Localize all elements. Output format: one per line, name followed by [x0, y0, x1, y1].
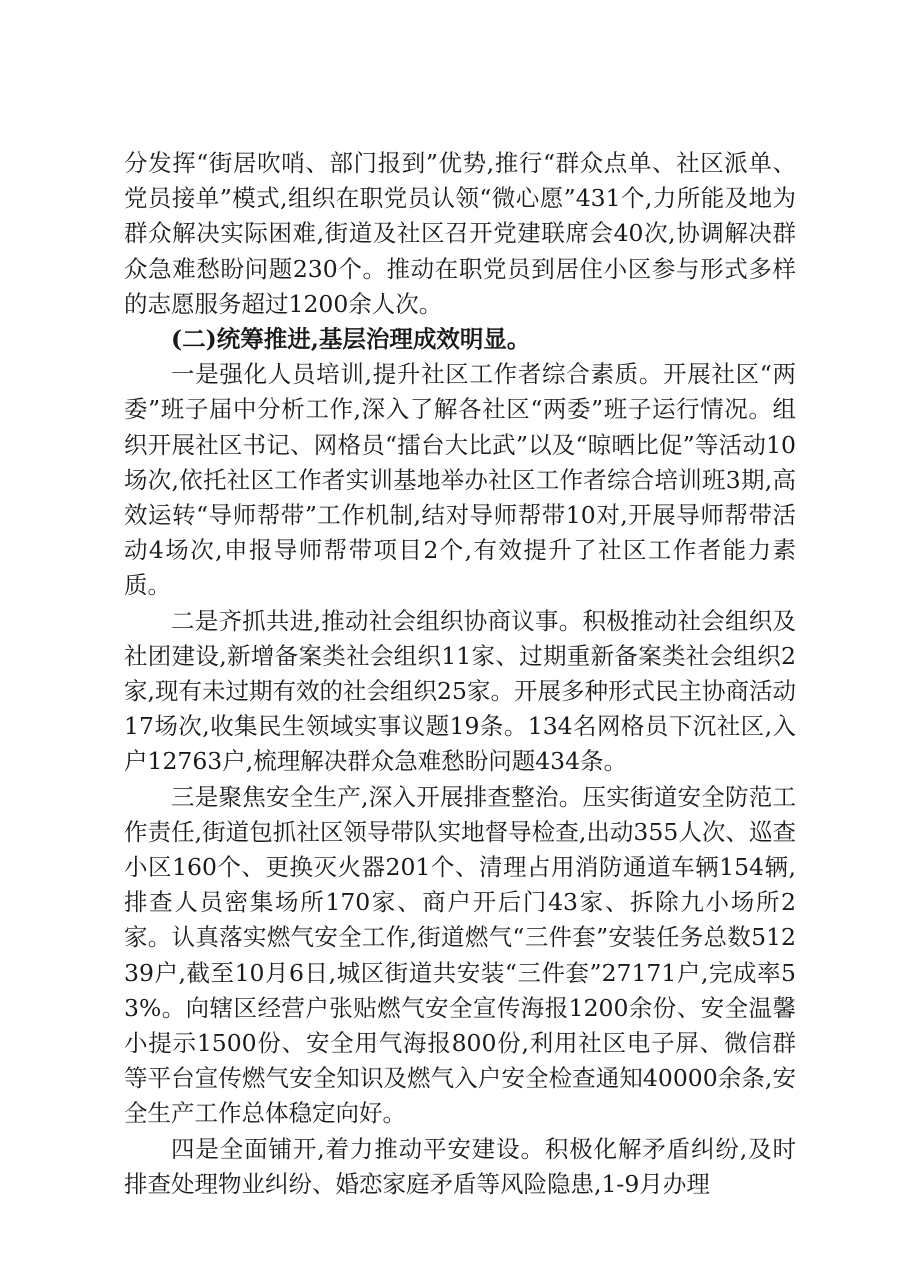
document-body [124, 146, 796, 1202]
paragraph-social-organizations: 二是齐抓共进,推动社会组织协商议事。积极推动社会组织及社团建设,新增备案类社会组织11家、过期重新备案类社会组织2家,现有未过期有效的社会组织25家。开展多种形式民主协商活动17场次,收集民生领域实事议题19条。134名网格员下沉社区,入户12763户,梳理解决群众急难愁盼问题434条。 [124, 606, 796, 776]
section-heading: (二)统筹推进,基层治理成效明显。 [171, 325, 531, 354]
paragraph-safety-production: 三是聚焦安全生产,深入开展排查整治。压实街道安全防范工作责任,街道包抓社区领导带队实地督导检查,出动355人次、巡查小区160个、更换灭火器201个、清理占用消防通道车辆154辆,排查人员密集场所170家、商户开后门43家、拆除九小场所2家。认真落实燃气安全工作,街道燃气“三件套”安装任务总数51239户,截至10月6日,城区街道共安装“三件套”27171户,完成率53%。向辖区经营户张贴燃气安全宣传海报1200余份、安全温馨小提示1500份、安全用气海报800份,利用社区电子屏、微信群等平台宣传燃气安全知识及燃气入户安全检查通知40000余条,安全生产工作总体稳定向好。 [124, 782, 796, 1128]
paragraph-safe-construction: 四是全面铺开,着力推动平安建设。积极化解矛盾纠纷,及时排查处理物业纠纷、婚恋家庭矛盾等风险隐患,1-9月办理 [124, 1134, 796, 1198]
paragraph-training: 一是强化人员培训,提升社区工作者综合素质。开展社区“两委”班子届中分析工作,深入了解各社区“两委”班子运行情况。组织开展社区书记、网格员“擂台大比武”以及“晾晒比促”等活动10场次,依托社区工作者实训基地举办社区工作者综合培训班3期,高效运转“导师帮带”工作机制,结对导师帮带10对,开展导师帮带活动4场次,申报导师帮带项目2个,有效提升了社区工作者能力素质。 [124, 360, 796, 600]
paragraph-continuation: 分发挥“街居吹哨、部门报到”优势,推行“群众点单、社区派单、党员接单”模式,组织在职党员认领“微心愿”431个,力所能及地为群众解决实际困难,街道及社区召开党建联席会40次,协调解决群众急难愁盼问题230个。推动在职党员到居住小区参与形式多样的志愿服务超过1200余人次。 [124, 149, 796, 318]
